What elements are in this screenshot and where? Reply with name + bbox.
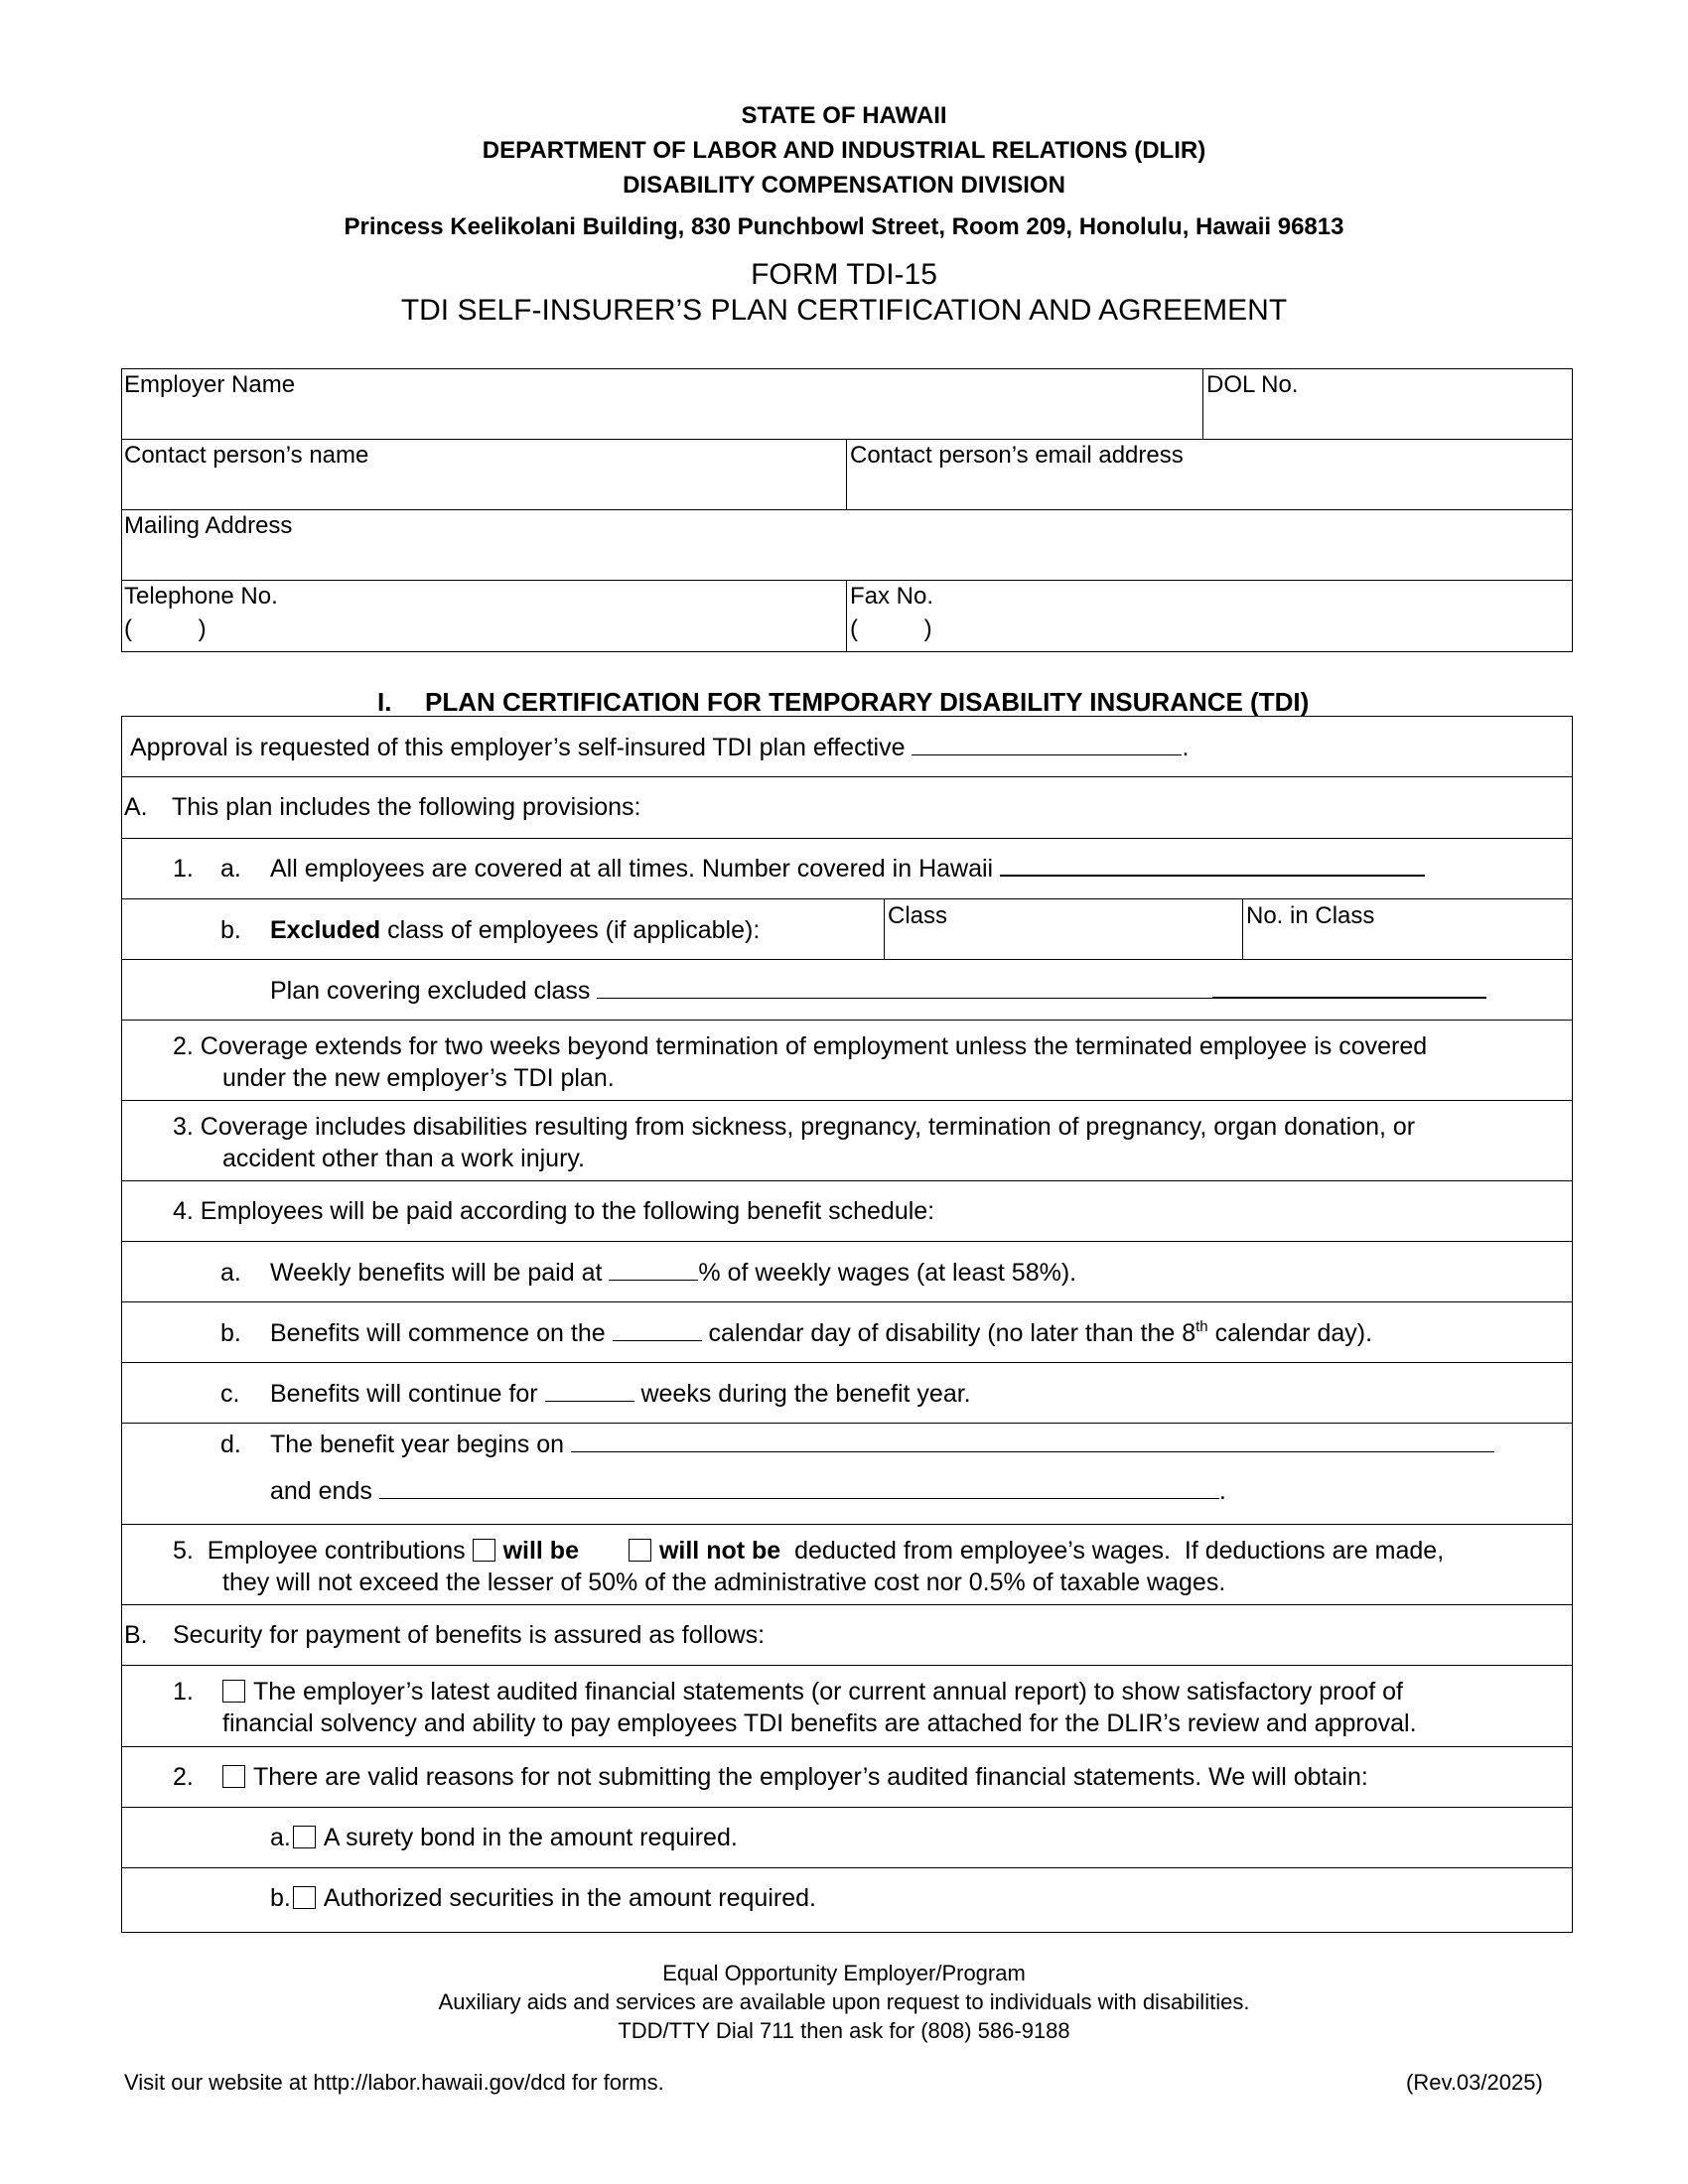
- item4d-ends: and ends: [270, 1477, 379, 1505]
- header-division: DISABILITY COMPENSATION DIVISION: [623, 172, 1065, 199]
- item4d-end-dot: .: [1218, 1477, 1226, 1505]
- number-covered-blank[interactable]: [1000, 853, 1425, 877]
- item4b-letter: b.: [220, 1319, 241, 1347]
- section-b-text: Security for payment of benefits is assured as follows:: [173, 1621, 766, 1649]
- class-field[interactable]: Class: [888, 902, 948, 929]
- header-state: STATE OF HAWAII: [741, 102, 947, 129]
- section-title: [377, 687, 1309, 718]
- item1b-row: [270, 914, 760, 946]
- item4a-letter: a.: [220, 1259, 241, 1287]
- b1-line1: The employer’s latest audited financial statements (or current annual report) to show satisfactory proof of: [253, 1678, 1403, 1706]
- employer-info-table: [121, 368, 1573, 652]
- item4a-row: [270, 1257, 1076, 1289]
- mailing-address-field[interactable]: Mailing Address: [124, 512, 293, 539]
- excluded-label: Excluded: [270, 916, 381, 944]
- will-be-checkbox[interactable]: [473, 1539, 495, 1562]
- fax-field[interactable]: Fax No.: [850, 583, 934, 610]
- b2b-letter: b.: [270, 1884, 291, 1912]
- plan-excluded-row: [270, 975, 1486, 1007]
- commence-day-blank[interactable]: [613, 1318, 702, 1341]
- form-number: FORM TDI-15: [751, 258, 937, 291]
- footer-website: Visit our website at http://labor.hawaii.gov/dcd for forms.: [124, 2070, 664, 2095]
- item4c-row: [270, 1378, 971, 1410]
- section-title-text: PLAN CERTIFICATION FOR TEMPORARY DISABILITY INSURANCE (TDI): [425, 687, 1310, 717]
- item5-pre: 5. Employee contributions: [173, 1537, 473, 1565]
- benefit-year-begins-blank[interactable]: [571, 1430, 1494, 1452]
- item1a-letter: a.: [220, 855, 241, 883]
- item5-post: deducted from employee’s wages. If deductions are made,: [780, 1537, 1445, 1565]
- dol-no-field[interactable]: DOL No.: [1206, 371, 1299, 398]
- item1a-text: All employees are covered at all times. Number covered in Hawaii: [270, 855, 994, 883]
- item3-line1: 3. Coverage includes disabilities resulting from sickness, pregnancy, termination of pregnancy, organ donation, or: [173, 1113, 1416, 1141]
- item4d-letter: d.: [220, 1431, 241, 1458]
- telephone-area-code: ( ): [124, 615, 207, 642]
- item4b-row: [270, 1317, 1372, 1349]
- item1a-row: [270, 853, 1425, 885]
- b2-num: 2.: [173, 1763, 194, 1791]
- contact-email-field[interactable]: Contact person’s email address: [850, 442, 1184, 469]
- item4c-pre: Benefits will continue for: [270, 1380, 545, 1408]
- form-title: TDI SELF-INSURER’S PLAN CERTIFICATION AND AGREEMENT: [400, 294, 1288, 327]
- item4d-row1: [270, 1429, 1494, 1460]
- approval-text: Approval is requested of this employer’s self-insured TDI plan effective: [130, 734, 906, 761]
- b2a-letter: a.: [270, 1824, 291, 1851]
- b1-line2: financial solvency and ability to pay employees TDI benefits are attached for the DLIR’s review and approval.: [222, 1709, 1417, 1737]
- plan-excluded-text: Plan covering excluded class: [270, 977, 591, 1005]
- item4b-post: calendar day).: [1207, 1319, 1373, 1347]
- item4a-pre: Weekly benefits will be paid at: [270, 1259, 610, 1287]
- weekly-percent-blank[interactable]: [609, 1258, 698, 1281]
- item4a-post: % of weekly wages (at least 58%).: [698, 1259, 1077, 1287]
- section-number: I.: [377, 687, 392, 717]
- item4d-pre: The benefit year begins on: [270, 1431, 571, 1458]
- b2a-row: [270, 1822, 738, 1853]
- effective-date-blank[interactable]: [912, 733, 1182, 755]
- item4b-sup: th: [1196, 1318, 1208, 1335]
- will-not-be-label: will not be: [658, 1537, 781, 1565]
- no-in-class-field[interactable]: No. in Class: [1246, 902, 1375, 929]
- item4d-row2: [270, 1475, 1226, 1507]
- b2b-row: [270, 1882, 816, 1914]
- item2-line2: under the new employer’s TDI plan.: [222, 1064, 615, 1092]
- will-not-be-checkbox[interactable]: [629, 1539, 651, 1562]
- b1-num: 1.: [173, 1678, 194, 1706]
- footer-equal-opportunity: Equal Opportunity Employer/Program: [662, 1961, 1026, 1985]
- item3-line2: accident other than a work injury.: [222, 1145, 586, 1172]
- b2-row: [222, 1761, 1368, 1793]
- footer-tdd-tty: TDD/TTY Dial 711 then ask for (808) 586-9188: [618, 2018, 1070, 2043]
- footer-revision: (Rev.03/2025): [1406, 2070, 1543, 2095]
- benefit-year-ends-blank[interactable]: [379, 1476, 1219, 1499]
- item4c-letter: c.: [220, 1380, 240, 1408]
- footer-auxiliary-aids: Auxiliary aids and services are available upon request to individuals with disabilities.: [438, 1989, 1250, 2014]
- item2-line1: 2. Coverage extends for two weeks beyond termination of employment unless the terminated employee is covered: [173, 1032, 1428, 1060]
- b2b-text: Authorized securities in the amount required.: [323, 1884, 816, 1912]
- employer-name-field[interactable]: Employer Name: [124, 371, 296, 398]
- item4b-pre: Benefits will commence on the: [270, 1319, 613, 1347]
- item5-line2: they will not exceed the lesser of 50% of the administrative cost nor 0.5% of taxable wages.: [222, 1569, 1226, 1596]
- authorized-securities-checkbox[interactable]: [293, 1886, 316, 1909]
- item4b-mid: calendar day of disability (no later than the 8: [701, 1319, 1196, 1347]
- telephone-field[interactable]: Telephone No.: [124, 583, 278, 610]
- item4c-post: weeks during the benefit year.: [633, 1380, 971, 1408]
- header-address: Princess Keelikolani Building, 830 Punchbowl Street, Room 209, Honolulu, Hawaii 96813: [344, 213, 1344, 240]
- approval-end: .: [1182, 734, 1190, 761]
- contact-name-field[interactable]: Contact person’s name: [124, 442, 369, 469]
- continue-weeks-blank[interactable]: [545, 1379, 634, 1402]
- financial-statements-checkbox[interactable]: [222, 1680, 245, 1703]
- item1b-letter: b.: [220, 916, 241, 944]
- fax-area-code: ( ): [850, 615, 932, 642]
- item1b-text: class of employees (if applicable):: [380, 916, 761, 944]
- will-be-label: will be: [502, 1537, 579, 1565]
- valid-reasons-checkbox[interactable]: [222, 1765, 245, 1788]
- b2-text: There are valid reasons for not submitting the employer’s audited financial statements. We will obtain:: [253, 1763, 1368, 1791]
- b1-line1-row: [222, 1676, 1403, 1707]
- surety-bond-checkbox[interactable]: [293, 1826, 316, 1848]
- plan-excluded-blank[interactable]: [597, 976, 1212, 999]
- header-department: DEPARTMENT OF LABOR AND INDUSTRIAL RELATIONS (DLIR): [482, 137, 1206, 164]
- section-a-text: This plan includes the following provisions:: [172, 793, 641, 821]
- item1-num: 1.: [173, 855, 194, 883]
- b2a-text: A surety bond in the amount required.: [323, 1824, 738, 1851]
- section-b-letter: B.: [124, 1621, 148, 1649]
- item5-row: [173, 1535, 1444, 1567]
- approval-row: [130, 732, 1189, 763]
- section-a-letter: A.: [124, 793, 148, 821]
- item4-text: 4. Employees will be paid according to the following benefit schedule:: [173, 1197, 935, 1225]
